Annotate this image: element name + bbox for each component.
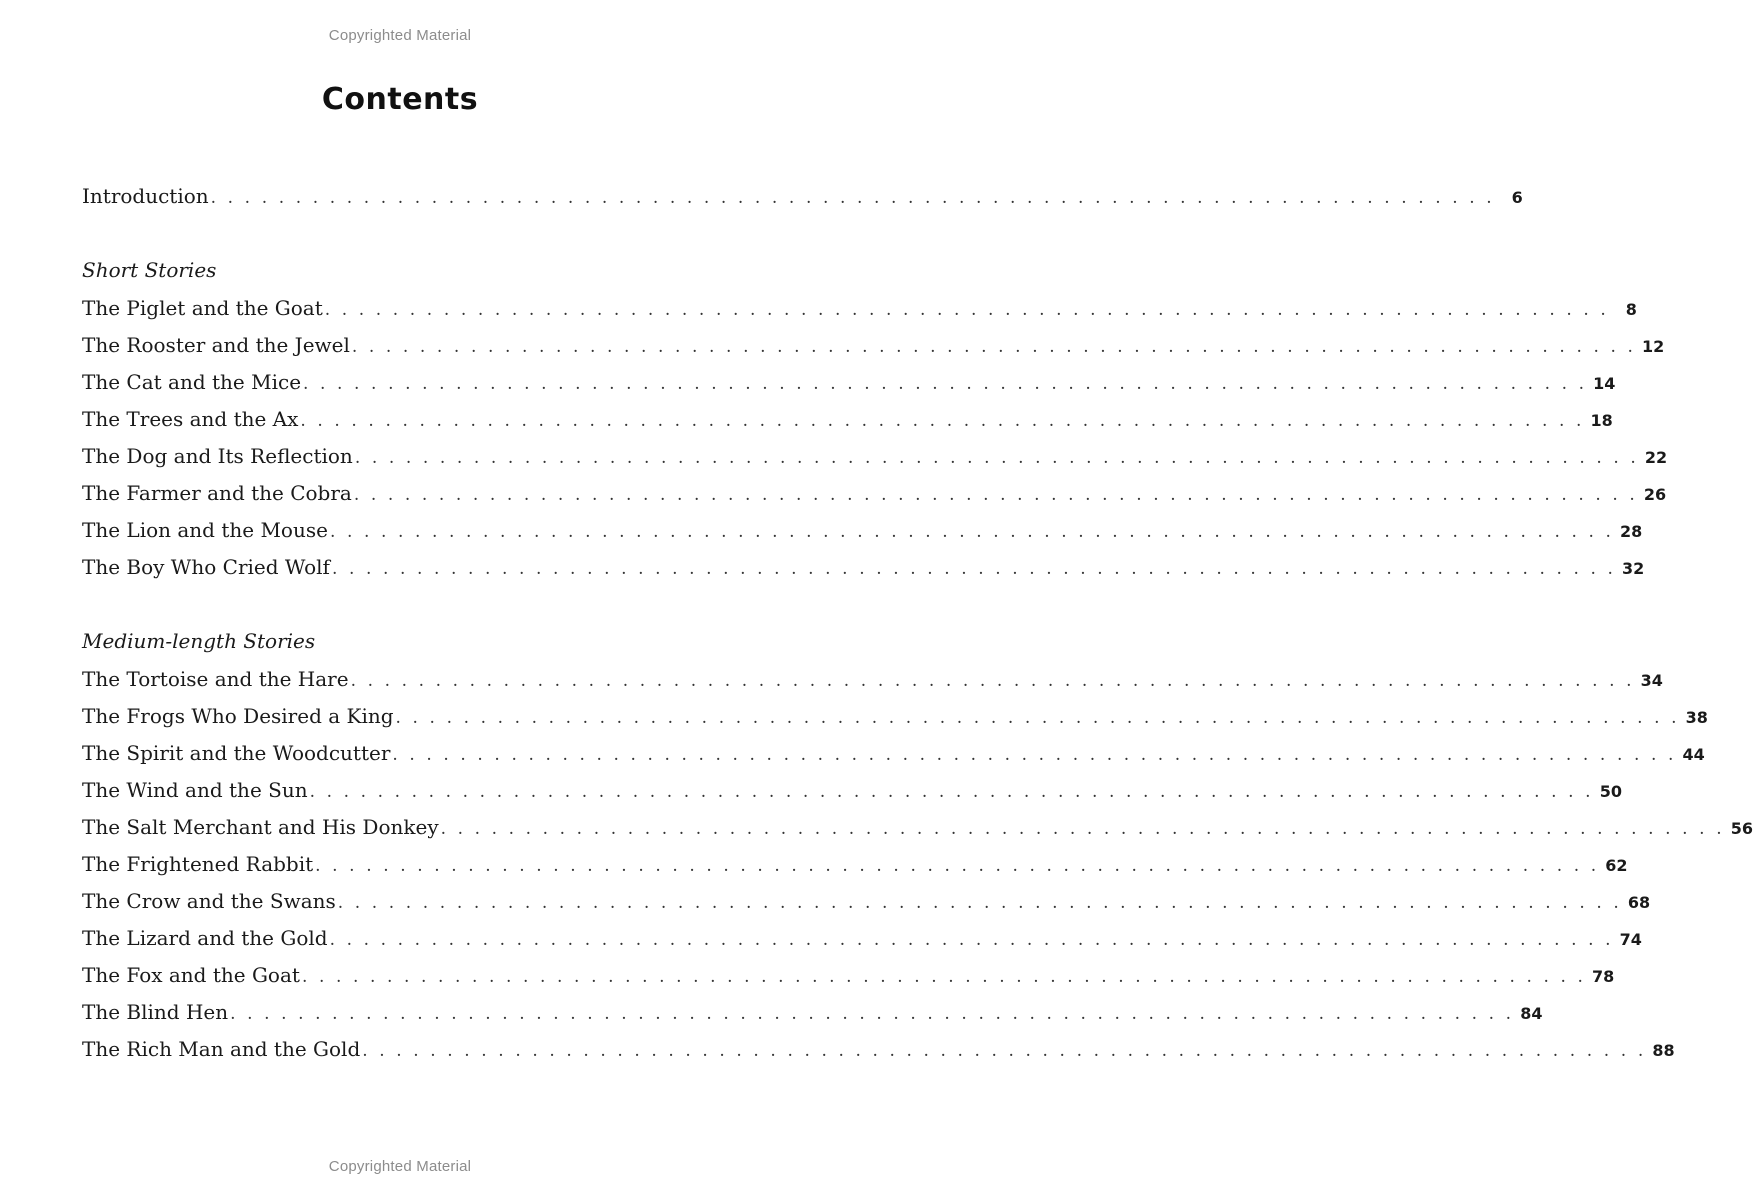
toc-entry-title: The Tortoise and the Hare	[82, 667, 349, 691]
dot-leader: . . . . . . . . . . . . . . . . . . . . . . . . . . . . . . . . . . . . . . . . . . . . . . . . . . . . . . . . . . . . . . . . . . . . . . . . . . . .	[337, 893, 1622, 913]
dot-leader: . . . . . . . . . . . . . . . . . . . . . . . . . . . . . . . . . . . . . . . . . . . . . . . . . . . . . . . . . . . . . . . . . . . . . . . . . . . .	[303, 374, 1588, 394]
toc-entry[interactable]	[82, 406, 1613, 432]
toc-page-number: 28	[1620, 522, 1643, 541]
toc-page-number: 62	[1605, 856, 1628, 875]
toc-entry-title: The Lizard and the Gold	[82, 926, 328, 950]
dot-leader: . . . . . . . . . . . . . . . . . . . . . . . . . . . . . . . . . . . . . . . . . . . . . . . . . . . . . . . . . . . . . . . . . . . . . . . . . . . .	[353, 485, 1638, 505]
toc-entry[interactable]	[82, 369, 1616, 395]
toc-page-number: 14	[1593, 374, 1616, 393]
toc-page-number: 56	[1730, 819, 1753, 838]
toc-entry[interactable]	[82, 851, 1628, 877]
dot-leader: . . . . . . . . . . . . . . . . . . . . . . . . . . . . . . . . . . . . . . . . . . . . . . . . . . . . . . . . . . . . . . . . . . . . . . . . . . . .	[392, 745, 1677, 765]
toc-entry-title: The Wind and the Sun	[82, 778, 308, 802]
toc-page-number: 74	[1619, 930, 1642, 949]
toc-entry[interactable]	[82, 295, 1637, 321]
toc-entry[interactable]	[82, 814, 1753, 840]
dot-leader: . . . . . . . . . . . . . . . . . . . . . . . . . . . . . . . . . . . . . . . . . . . . . . . . . . . . . . . . . . . . . . . . . . . . . . . . . . . .	[329, 930, 1614, 950]
toc-entry-title: The Salt Merchant and His Donkey	[82, 815, 439, 839]
toc-page-number: 44	[1682, 745, 1705, 764]
toc-entry[interactable]	[82, 554, 1645, 580]
toc-entry-title: The Piglet and the Goat	[82, 296, 323, 320]
dot-leader: . . . . . . . . . . . . . . . . . . . . . . . . . . . . . . . . . . . . . . . . . . . . . . . . . . . . . . . . . . . . . . . . . . . . . . . . . . . .	[315, 856, 1600, 876]
dot-leader: . . . . . . . . . . . . . . . . . . . . . . . . . . . . . . . . . . . . . . . . . . . . . . . . . . . . . . . . . . . . . . . . . . . . . . . . . . . .	[362, 1041, 1647, 1061]
toc-entry[interactable]	[82, 332, 1665, 358]
section-heading-short-stories: Short Stories	[82, 258, 217, 282]
toc-entry-title: The Cat and the Mice	[82, 370, 302, 394]
toc-entry[interactable]	[82, 925, 1642, 951]
toc-entry[interactable]	[82, 443, 1668, 469]
toc-entry-title: The Blind Hen	[82, 1000, 229, 1024]
toc-entry-title: The Farmer and the Cobra	[82, 481, 352, 505]
toc-entry[interactable]	[82, 703, 1708, 729]
toc-entry-title: The Frightened Rabbit	[82, 852, 314, 876]
toc-page-number: 32	[1622, 559, 1645, 578]
toc-entry[interactable]	[82, 888, 1651, 914]
watermark-top: Copyrighted Material	[328, 27, 472, 44]
section-heading-medium-length-stories: Medium-length Stories	[82, 629, 316, 653]
toc-entry[interactable]	[82, 777, 1622, 803]
toc-entry-title: The Boy Who Cried Wolf	[82, 555, 330, 579]
toc-entry-title: The Rich Man and the Gold	[82, 1037, 361, 1061]
toc-entry-title: The Spirit and the Woodcutter	[82, 741, 391, 765]
page-title: Contents	[321, 82, 479, 117]
dot-leader: . . . . . . . . . . . . . . . . . . . . . . . . . . . . . . . . . . . . . . . . . . . . . . . . . . . . . . . . . . . . . . . . . . . . . . . . . . . .	[350, 671, 1635, 691]
toc-entry-title: Introduction	[82, 184, 209, 208]
toc-page-number: 34	[1640, 671, 1663, 690]
toc-page-number: 68	[1627, 893, 1651, 912]
dot-leader: . . . . . . . . . . . . . . . . . . . . . . . . . . . . . . . . . . . . . . . . . . . . . . . . . . . . . . . . . . . . . . . . . . . . . . . . . . . .	[210, 188, 1495, 208]
dot-leader: . . . . . . . . . . . . . . . . . . . . . . . . . . . . . . . . . . . . . . . . . . . . . . . . . . . . . . . . . . . . . . . . . . . . . . . . . . . .	[354, 448, 1639, 468]
watermark-bottom: Copyrighted Material	[328, 1158, 472, 1175]
toc-page-number: 38	[1685, 708, 1708, 727]
toc-page-number: 8	[1625, 300, 1637, 319]
dot-leader: . . . . . . . . . . . . . . . . . . . . . . . . . . . . . . . . . . . . . . . . . . . . . . . . . . . . . . . . . . . . . . . . . . . . . . . . . . . .	[230, 1004, 1515, 1024]
dot-leader: . . . . . . . . . . . . . . . . . . . . . . . . . . . . . . . . . . . . . . . . . . . . . . . . . . . . . . . . . . . . . . . . . . . . . . . . . . . .	[331, 559, 1617, 579]
toc-page-number: 6	[1511, 188, 1523, 207]
toc-entry-title: The Dog and Its Reflection	[82, 444, 353, 468]
toc-page-number: 88	[1652, 1041, 1675, 1060]
toc-page-number: 84	[1520, 1004, 1543, 1023]
dot-leader: . . . . . . . . . . . . . . . . . . . . . . . . . . . . . . . . . . . . . . . . . . . . . . . . . . . . . . . . . . . . . . . . . . . . . . . . . . . .	[324, 300, 1609, 320]
toc-page-number: 50	[1599, 782, 1622, 801]
toc-entry[interactable]	[82, 480, 1667, 506]
toc-entry-title: The Trees and the Ax	[82, 407, 299, 431]
toc-entry[interactable]	[82, 1036, 1675, 1062]
dot-leader: . . . . . . . . . . . . . . . . . . . . . . . . . . . . . . . . . . . . . . . . . . . . . . . . . . . . . . . . . . . . . . . . . . . . . . . . . . . .	[351, 337, 1636, 357]
toc-entry-title: The Fox and the Goat	[82, 963, 300, 987]
toc-entry-title: The Rooster and the Jewel	[82, 333, 350, 357]
dot-leader: . . . . . . . . . . . . . . . . . . . . . . . . . . . . . . . . . . . . . . . . . . . . . . . . . . . . . . . . . . . . . . . . . . . . . . . . . . . .	[301, 967, 1587, 987]
toc-entry-introduction[interactable]	[82, 183, 1523, 209]
dot-leader: . . . . . . . . . . . . . . . . . . . . . . . . . . . . . . . . . . . . . . . . . . . . . . . . . . . . . . . . . . . . . . . . . . . . . . . . . . . .	[440, 819, 1725, 839]
toc-page-number: 22	[1644, 448, 1668, 467]
toc-entry-title: The Lion and the Mouse	[82, 518, 328, 542]
dot-leader: . . . . . . . . . . . . . . . . . . . . . . . . . . . . . . . . . . . . . . . . . . . . . . . . . . . . . . . . . . . . . . . . . . . . . . . . . . . .	[300, 411, 1585, 431]
toc-entry-title: The Crow and the Swans	[82, 889, 336, 913]
toc-entry[interactable]	[82, 740, 1705, 766]
toc-entry[interactable]	[82, 517, 1643, 543]
toc-page-number: 26	[1643, 485, 1667, 504]
dot-leader: . . . . . . . . . . . . . . . . . . . . . . . . . . . . . . . . . . . . . . . . . . . . . . . . . . . . . . . . . . . . . . . . . . . . . . . . . . . .	[309, 782, 1594, 802]
toc-page-number: 18	[1590, 411, 1613, 430]
toc-entry[interactable]	[82, 999, 1543, 1025]
toc-page-number: 12	[1641, 337, 1665, 356]
toc-entry[interactable]	[82, 962, 1615, 988]
dot-leader: . . . . . . . . . . . . . . . . . . . . . . . . . . . . . . . . . . . . . . . . . . . . . . . . . . . . . . . . . . . . . . . . . . . . . . . . . . . .	[329, 522, 1615, 542]
toc-entry[interactable]	[82, 666, 1663, 692]
toc-entry-title: The Frogs Who Desired a King	[82, 704, 394, 728]
toc-page-number: 78	[1592, 967, 1615, 986]
dot-leader: . . . . . . . . . . . . . . . . . . . . . . . . . . . . . . . . . . . . . . . . . . . . . . . . . . . . . . . . . . . . . . . . . . . . . . . . . . . .	[395, 708, 1680, 728]
